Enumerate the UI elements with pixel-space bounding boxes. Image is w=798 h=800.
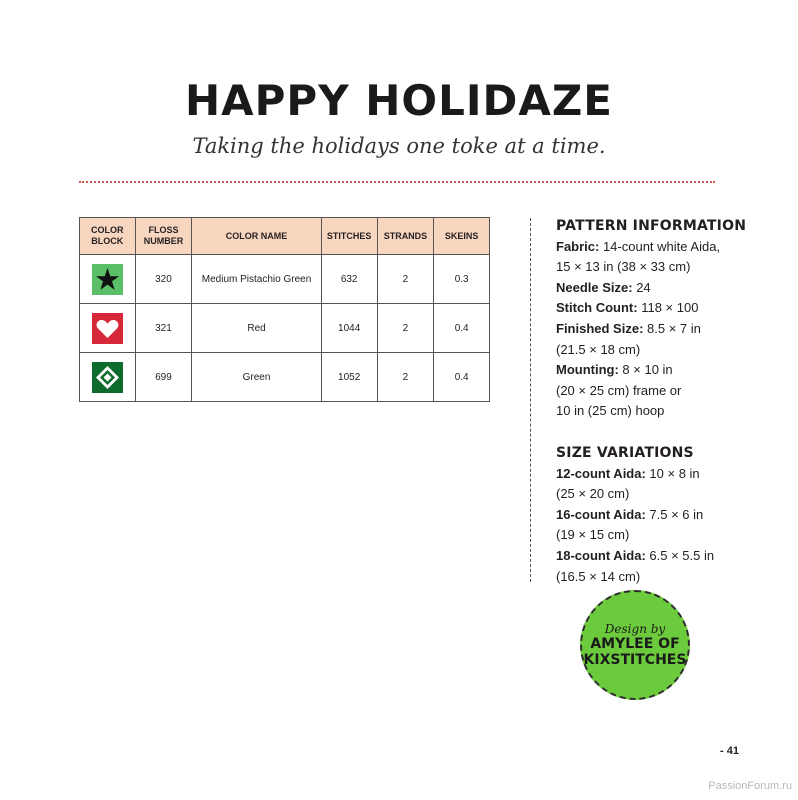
stitch-count-line: Stitch Count: 118 × 100 (556, 300, 699, 316)
floss-number-cell: 320 (135, 255, 192, 304)
badge-design-by: Design by (604, 622, 666, 636)
floss-table (79, 217, 490, 402)
size-line: 18-count Aida: 6.5 × 5.5 in (556, 547, 715, 563)
size-line-2: (25 × 20 cm) (556, 486, 630, 502)
color-name-cell: Green (192, 353, 321, 402)
dotted-divider (79, 181, 715, 183)
table-header-row (80, 218, 490, 255)
page-subtitle: Taking the holidays one toke at a time. (192, 134, 606, 158)
stitches-cell: 632 (321, 255, 377, 304)
mounting-line-2: (20 × 25 cm) frame or (556, 382, 682, 398)
vertical-divider (530, 218, 531, 582)
badge-designer-line-2: KIXSTITCHES (583, 652, 687, 668)
size-line-2: (16.5 × 14 cm) (556, 568, 641, 584)
diamond-icon (92, 362, 123, 393)
strands-cell: 2 (377, 255, 434, 304)
needle-line: Needle Size: 24 (556, 279, 651, 295)
skeins-cell: 0.3 (434, 255, 490, 304)
finished-size-line: Finished Size: 8.5 × 7 in (556, 320, 701, 336)
finished-size-line-2: (21.5 × 18 cm) (556, 341, 641, 357)
color-block-cell (80, 304, 136, 353)
stitches-cell: 1044 (321, 304, 377, 353)
designer-badge (580, 590, 690, 700)
watermark: PassionForum.ru (708, 780, 792, 792)
fabric-line: Fabric: 14-count white Aida, (556, 238, 721, 254)
page-number: - 41 (720, 745, 739, 757)
size-line: 16-count Aida: 7.5 × 6 in (556, 506, 704, 522)
color-name-cell: Medium Pistachio Green (192, 255, 321, 304)
floss-number-cell: 699 (135, 353, 192, 402)
table-row (80, 255, 490, 304)
mounting-line-3: 10 in (25 cm) hoop (556, 403, 665, 419)
skeins-cell: 0.4 (434, 304, 490, 353)
skeins-cell: 0.4 (434, 353, 490, 402)
color-block-cell (80, 255, 136, 304)
header-stitches: STITCHES (321, 218, 377, 255)
header-floss-number: FLOSS NUMBER (135, 218, 192, 255)
header-skeins: SKEINS (434, 218, 490, 255)
table-row (80, 304, 490, 353)
header-color-name: COLOR NAME (192, 218, 321, 255)
heart-icon (92, 313, 123, 344)
strands-cell: 2 (377, 353, 434, 402)
stitches-cell: 1052 (321, 353, 377, 402)
strands-cell: 2 (377, 304, 434, 353)
mounting-line: Mounting: 8 × 10 in (556, 362, 673, 378)
star-icon (92, 264, 123, 295)
size-line-2: (19 × 15 cm) (556, 527, 630, 543)
page-title: HAPPY HOLIDAZE (184, 76, 613, 125)
header-strands: STRANDS (377, 218, 434, 255)
table-row (80, 353, 490, 402)
size-variations (556, 443, 756, 587)
size-line: 12-count Aida: 10 × 8 in (556, 465, 700, 481)
floss-number-cell: 321 (135, 304, 192, 353)
color-block-cell (80, 353, 136, 402)
pattern-information (556, 216, 756, 422)
pattern-info-heading: PATTERN INFORMATION (556, 218, 747, 234)
size-variations-heading: SIZE VARIATIONS (556, 445, 694, 461)
color-name-cell: Red (192, 304, 321, 353)
header-color-block: COLOR BLOCK (80, 218, 136, 255)
fabric-line-2: 15 × 13 in (38 × 33 cm) (556, 259, 691, 275)
badge-designer-line-1: AMYLEE OF (590, 636, 680, 652)
